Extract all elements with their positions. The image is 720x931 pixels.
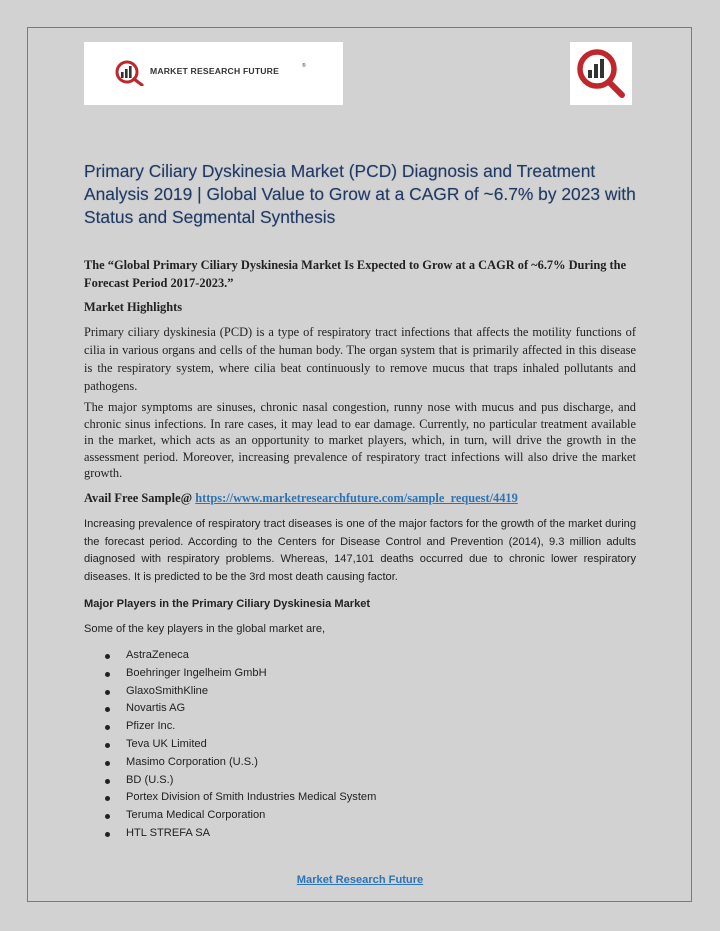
document-title: Primary Ciliary Dyskinesia Market (PCD) Diagnosis and Treatment Analysis 2019 | Global Value to Grow at a CAGR of ~6.7% by 2023 with Status and Segmental Synthesis	[84, 161, 636, 227]
list-item	[84, 665, 376, 683]
player-name: Boehringer Ingelheim GmbH	[126, 666, 267, 679]
paragraph-pcd-definition: Primary ciliary dyskinesia (PCD) is a type of respiratory tract infections that affects the motility functions of cilia in various organs and cells of the human body. The organ system that is primarily affected in this disease is the respiratory system, where cilia beat continuously to remove mucus that traps inhaled pollutants and pathogens.	[84, 325, 636, 393]
bullet-icon	[105, 672, 110, 677]
player-name: Novartis AG	[126, 702, 186, 715]
bullet-icon	[105, 814, 110, 819]
bullet-icon	[105, 725, 110, 730]
paragraph-prevalence: Increasing prevalence of respiratory tract diseases is one of the major factors for the growth of the market during the forecast period. According to the Centers for Disease Control and Prevention (2014), 9.3 million adults diagnosed with respiratory problems. Whereas, 147,101 deaths occurred due to chronic lower respiratory diseases. It is predicted to be the 3rd most death causing factor.	[84, 518, 636, 583]
list-item	[84, 825, 376, 843]
bullet-icon	[105, 707, 110, 712]
player-name: Pfizer Inc.	[126, 720, 176, 733]
brand-logo-icon	[115, 60, 145, 86]
list-item	[84, 789, 376, 807]
list-item	[84, 683, 376, 701]
bullet-icon	[105, 796, 110, 801]
player-name: Teva UK Limited	[126, 737, 207, 750]
list-item	[84, 736, 376, 754]
list-item	[84, 754, 376, 772]
lead-statement: The “Global Primary Ciliary Dyskinesia Market Is Expected to Grow at a CAGR of ~6.7% During the Forecast Period 2017-2023.”	[84, 258, 627, 290]
player-name: HTL STREFA SA	[126, 826, 211, 839]
list-item	[84, 772, 376, 790]
registered-mark: ®	[302, 63, 306, 69]
bullet-icon	[105, 832, 110, 837]
bullet-icon	[105, 761, 110, 766]
bullet-icon	[105, 690, 110, 695]
free-sample-label: Avail Free Sample@	[84, 491, 196, 505]
bullet-icon	[105, 654, 110, 659]
player-name: Teruma Medical Corporation	[126, 809, 266, 822]
player-name: Masimo Corporation (U.S.)	[126, 755, 258, 768]
company-logo	[84, 42, 343, 105]
footer-link[interactable]: Market Research Future	[296, 874, 424, 886]
player-name: AstraZeneca	[126, 649, 189, 661]
major-players-heading: Major Players in the Primary Ciliary Dyskinesia Market	[84, 598, 371, 610]
free-sample-line	[84, 489, 644, 507]
bullet-icon	[105, 743, 110, 748]
brand-name: MARKET RESEARCH FUTURE	[150, 66, 280, 76]
market-highlights-heading: Market Highlights	[84, 300, 183, 314]
player-name: Portex Division of Smith Industries Medical System	[126, 791, 377, 804]
paragraph-symptoms: The major symptoms are sinuses, chronic nasal congestion, runny nose with mucus and pus discharge, and chronic sinus infections. In rare cases, it may lead to ear damage. Currently, no particular treatment available in the market, which acts as an opportunity to market players, which, in turn, will drive the growth in the assessment period. Moreover, increasing prevalence of respiratory tract infections will also drive the market growth.	[84, 400, 636, 481]
sample-request-link[interactable]: https://www.marketresearchfuture.com/sample_request/4419	[195, 491, 518, 505]
players-intro: Some of the key players in the global market are,	[84, 623, 326, 635]
player-name: GlaxoSmithKline	[126, 684, 209, 697]
player-name: BD (U.S.)	[126, 773, 174, 786]
list-item	[84, 700, 376, 718]
list-item	[84, 647, 376, 665]
magnifier-chart-logo	[570, 42, 632, 105]
list-item	[84, 807, 376, 825]
list-item	[84, 718, 376, 736]
bullet-icon	[105, 779, 110, 784]
magnifier-chart-icon	[573, 45, 629, 101]
key-players-list	[84, 647, 376, 843]
